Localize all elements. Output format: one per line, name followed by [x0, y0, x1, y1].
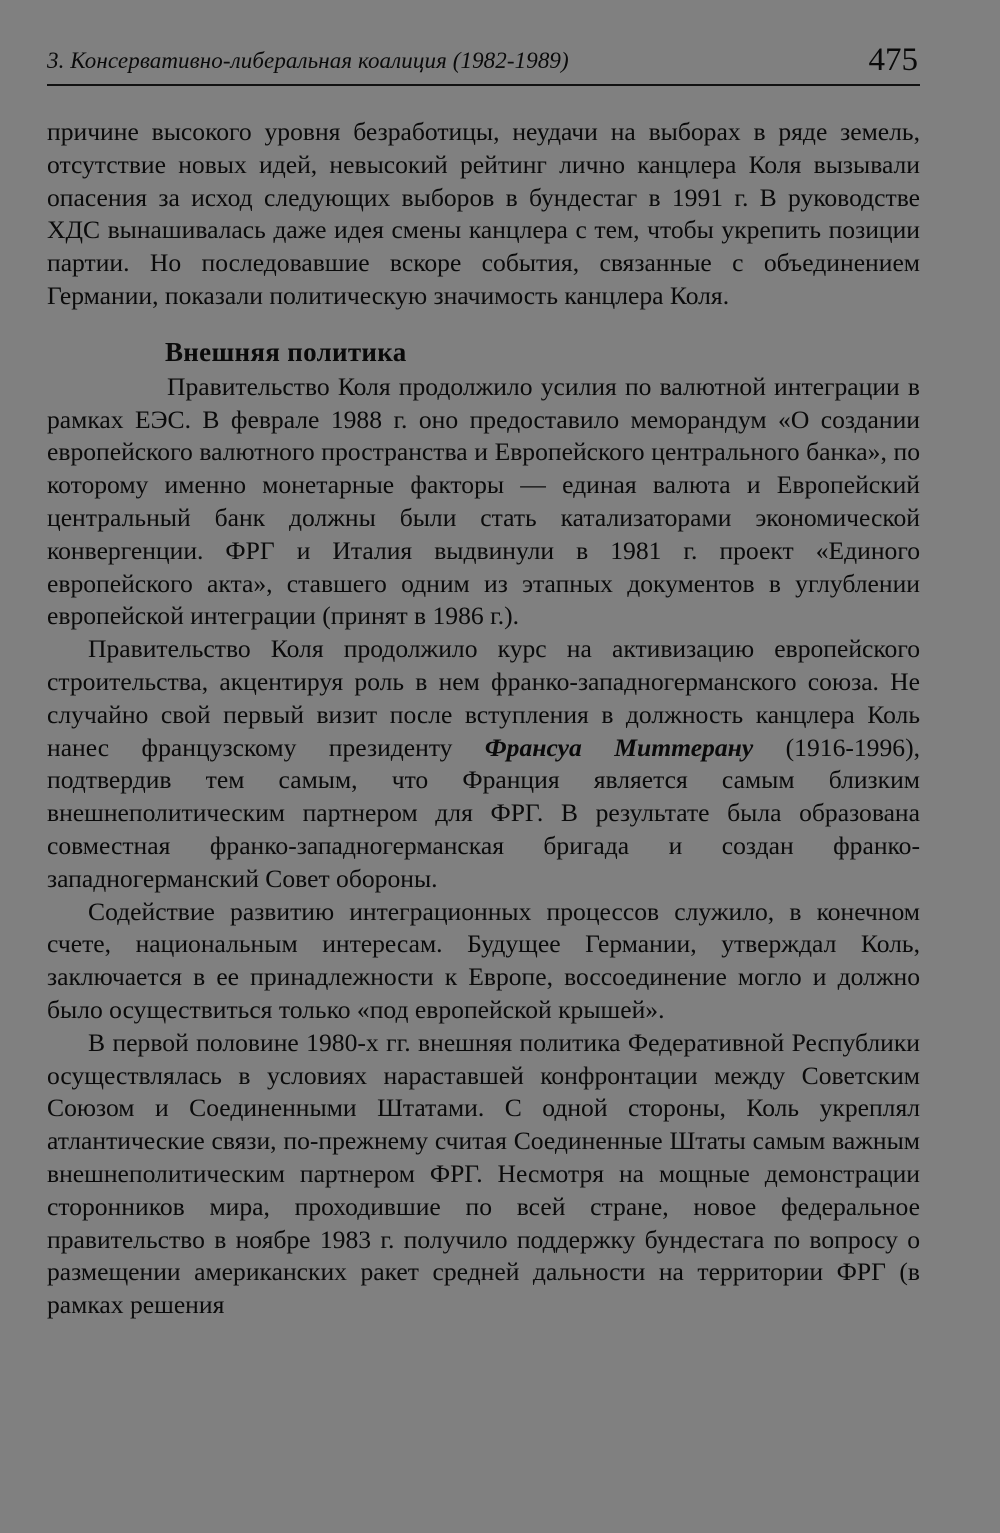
running-header [47, 40, 920, 86]
running-title: 3. Консервативно-либеральная коалиция (1982-1989) [47, 48, 569, 73]
paragraph-currency-integration: Правительство Коля продолжило усилия по валютной интеграции в рамках ЕЭС. В феврале 1988 г. оно предоставило меморандум «О создании европейского валютного пространства и Европейского центрального банка», по которому именно монетарные факторы — единая валюта и Европейский центральный банк должны были стать катализаторами экономической конвергенции. ФРГ и Италия выдвинули в 1981 г. проект «Единого европейского акта», ставшего одним из этапных документов в углублении европейской интеграции (принят в 1986 г.). [47, 371, 920, 631]
paragraph-franco-german [47, 633, 920, 895]
person-name: Франсуа Миттерану [484, 732, 754, 762]
section-heading: Внешняя политика [165, 336, 407, 367]
paragraph-text: (1916-1996), подтвердив тем самым, что Франция является самым близким внешнеполитическим партнером для ФРГ. В результате была образована совместная франко-западногерманская бригада и создан франко-западногерманский Совет обороны. [47, 732, 920, 893]
book-page [47, 40, 920, 1322]
paragraph-continuation: причине высокого уровня безработицы, неудачи на выборах в ряде земель, отсутствие новых идей, невысокий рейтинг лично канцлера Коля вызывали опасения за исход следующих выборов в бундестаг в 1991 г. В руководстве ХДС вынашивалась даже идея смены канцлера с тем, чтобы укрепить позиции партии. Но последовавшие вскоре события, связанные с объединением Германии, показали политическую значимость канцлера Коля. [47, 117, 920, 310]
page-number: 475 [868, 42, 918, 78]
paragraph-national-interests: Содействие развитию интеграционных процессов служило, в конечном счете, национальным интересам. Будущее Германии, утверждал Коль, заключается в ее принадлежности к Европе, воссоединение могло и должно было осуществиться только «под европейской крышей». [47, 896, 920, 1024]
paragraph-foreign-policy: В первой половине 1980-х гг. внешняя политика Федеративной Республики осуществлялась в условиях нараставшей конфронтации между Советским Союзом и Соединенными Штатами. С одной стороны, Коль укреплял атлантические связи, по-прежнему считая Соединенные Штаты самым важным внешнеполитическим партнером ФРГ. Несмотря на мощные демонстрации сторонников мира, проходившие по всей стране, новое федеральное правительство в ноябре 1983 г. получило поддержку бундестага по вопросу о размещении американских ракет средней дальности на территории ФРГ (в рамках решения [47, 1027, 920, 1320]
paragraph-text: Правительство Коля продолжило курс на активизацию европейского строительства, акцентируя роль в нем франко-западногерманского союза. Не случайно свой первый визит после вступления в должность канцлера Коль нанес французскому президенту [47, 634, 920, 762]
body-text [47, 116, 920, 1322]
